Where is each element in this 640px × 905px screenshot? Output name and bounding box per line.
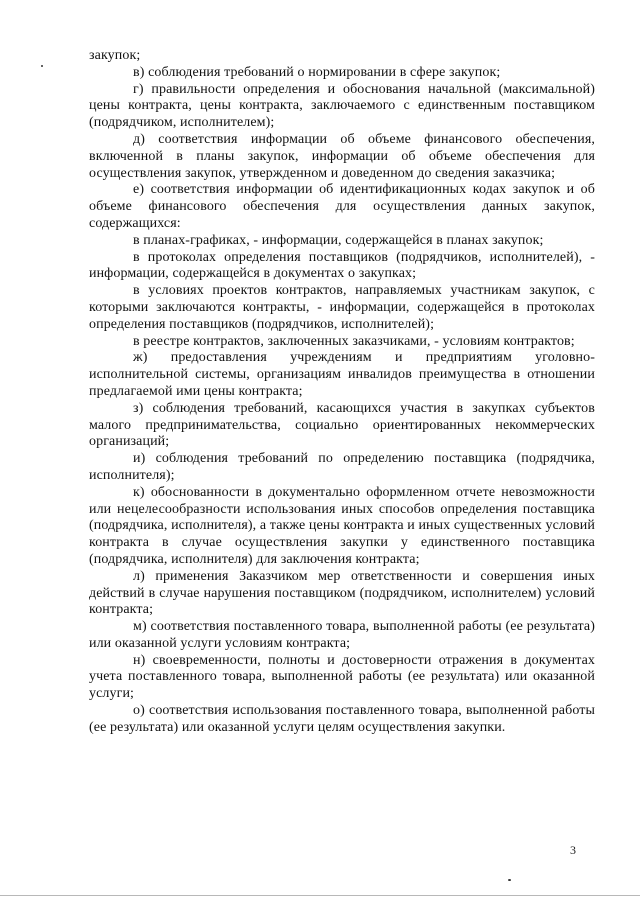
scan-speck: [41, 65, 43, 67]
paragraph: о) соответствия использования поставленного товара, выполненной работы (ее результата) или оказанной услуги целям осуществления закупки.: [89, 703, 595, 735]
paragraph: в протоколах определения поставщиков (подрядчиков, исполнителей), - информации, содержащейся в документах о закупках;: [89, 249, 595, 282]
document-body: [89, 48, 595, 737]
paragraph: з) соблюдения требований, касающихся участия в закупках субъектов малого предпринимательства, социально ориентированных некоммерческих организаций;: [89, 400, 595, 450]
paragraph: л) применения Заказчиком мер ответственности и совершения иных действий в случае нарушения поставщиком (подрядчиком, исполнителем) условий контракта;: [89, 568, 595, 618]
paragraph: ж) предоставления учреждениям и предприятиям уголовно-исполнительной системы, организациям инвалидов преимущества в отношении предлагаемой ими цены контракта;: [89, 350, 595, 399]
paragraph: к) обоснованности в документально оформленном отчете невозможности или нецелесообразности использования иных способов определения поставщика (подрядчика, исполнителя), а также цены контракта и иных существенных условий контракта в случае осуществления закупки у единственного поставщика (подрядчика, исполнителя) для заключения контракта;: [89, 484, 595, 567]
scan-edge-line: [0, 895, 640, 896]
paragraph: закупок;: [89, 48, 141, 63]
page-number: 3: [570, 843, 576, 857]
paragraph: в условиях проектов контрактов, направляемых участникам закупок, с которыми заключаются контракты, - информации, содержащейся в протоколах определения поставщиков (подрядчиков, исполнителей);: [89, 283, 595, 332]
paragraph: н) своевременности, полноты и достоверности отражения в документах учета поставленного товара, выполненной работы (ее результата) или оказанной услуги;: [89, 652, 595, 702]
paragraph: в реестре контрактов, заключенных заказчиками, - условиям контрактов;: [133, 333, 575, 349]
scan-speck: [508, 879, 511, 881]
paragraph: и) соблюдения требований по определению поставщика (подрядчика, исполнителя);: [89, 451, 595, 483]
paragraph: в планах-графиках, - информации, содержащейся в планах закупок;: [133, 232, 544, 248]
paragraph: г) правильности определения и обоснования начальной (максимальной) цены контракта, цены контракта, заключаемого с единственным поставщиком (подрядчиком, исполнителем);: [89, 81, 595, 131]
paragraph: в) соблюдения требований о нормировании в сфере закупок;: [133, 64, 501, 80]
paragraph: д) соответствия информации об объеме финансового обеспечения, включенной в планы закупок, информации об объеме обеспечения для осуществления закупок, утвержденном и доведенном до сведения заказчика;: [89, 131, 595, 181]
paragraph: е) соответствия информации об идентификационных кодах закупок и об объеме финансового обеспечения для осуществления данных закупок, содержащихся:: [89, 182, 595, 231]
paragraph: м) соответствия поставленного товара, выполненной работы (ее результата) или оказанной услуги условиям контракта;: [89, 619, 595, 651]
